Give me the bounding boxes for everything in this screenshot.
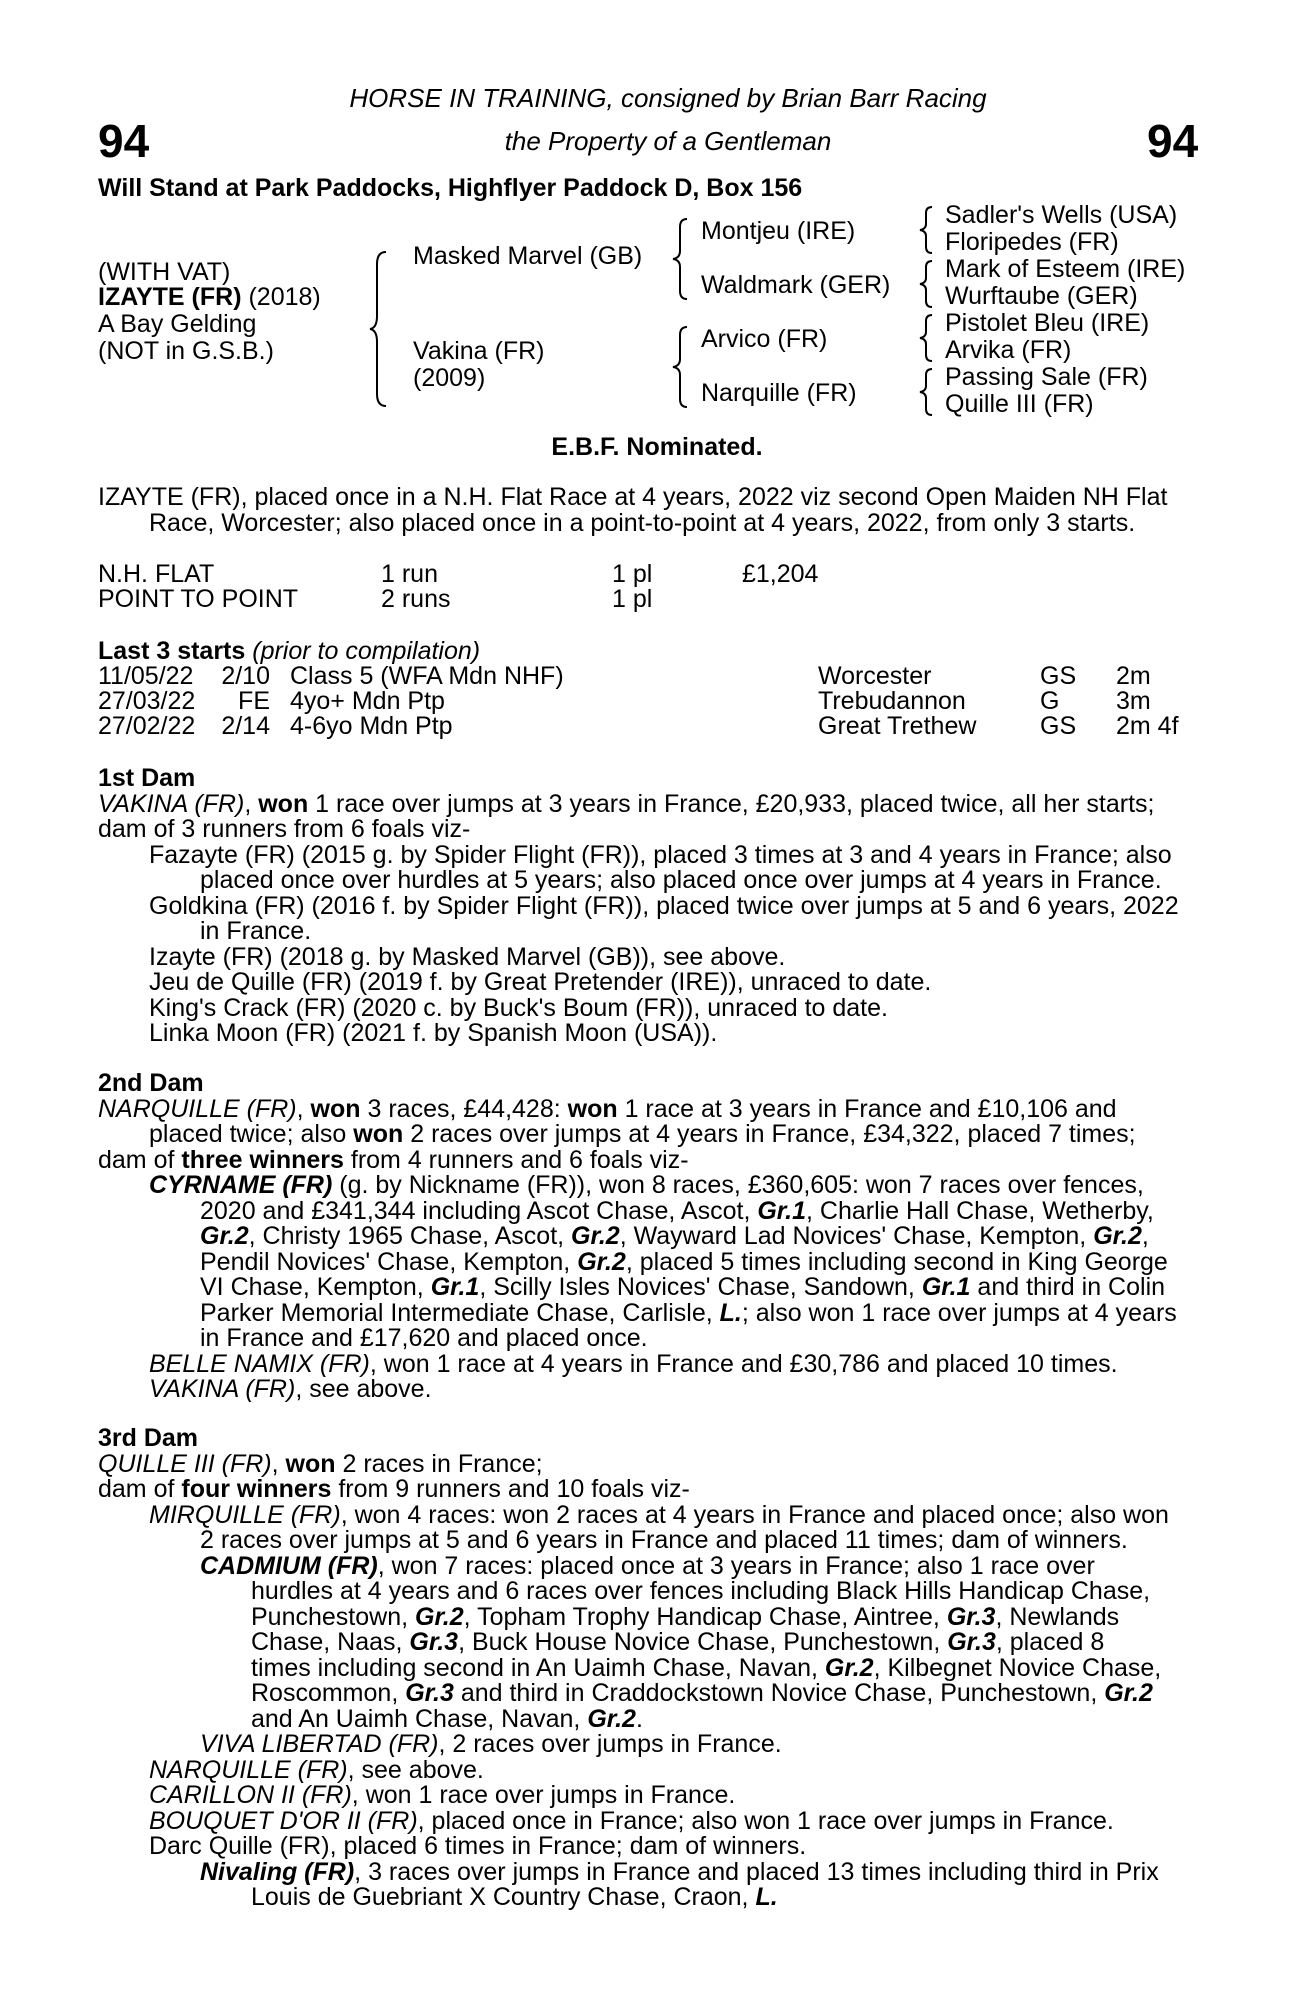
text: Parker Memorial Intermediate Chase, Carlisle, [200, 1298, 720, 1327]
dam-sire-dam: Arvika (FR) [945, 336, 1072, 364]
horse-name: CYRNAME (FR) [149, 1171, 333, 1199]
text: and third in Craddockstown Novice Chase, Punchestown, [453, 1679, 1105, 1707]
gsb-note: (NOT in G.S.B.) [98, 337, 274, 365]
first-dam-section [98, 766, 1196, 1047]
produce-entry-cont: hurdles at 4 years and 6 races over fences including Black Hills Handicap Chase, [251, 1577, 1151, 1605]
won-label: won [567, 1094, 618, 1123]
start-distance: 2m 4f [1116, 712, 1179, 740]
text: , placed 8 [995, 1628, 1105, 1656]
first-dam-line [98, 789, 1196, 818]
grade-label: Gr.1 [921, 1273, 971, 1301]
text: , Wayward Lad Novices' Chase, Kempton, [619, 1222, 1094, 1250]
horse-name: BELLE NAMIX (FR) [149, 1349, 370, 1378]
produce-entry-cont [98, 1602, 1196, 1631]
winners-count: four winners [181, 1475, 332, 1503]
text: from 4 runners and 6 foals viz- [343, 1145, 689, 1174]
horse-name: VAKINA (FR) [149, 1375, 296, 1403]
ebf-nomination: E.B.F. Nominated. [551, 433, 763, 461]
grade-label: Gr.2 [415, 1602, 464, 1631]
foal-entry: King's Crack (FR) (2020 c. by Buck's Boum (FR)), unraced to date. [149, 993, 888, 1022]
horse-name: NARQUILLE (FR) [149, 1755, 348, 1784]
text: dam of [98, 1145, 182, 1174]
grade-label: Gr.1 [430, 1273, 480, 1301]
text: , Scilly Isles Novices' Chase, Sandown, [479, 1273, 922, 1301]
produce-entry-cont [98, 1247, 1196, 1276]
grade-label: Gr.3 [947, 1628, 996, 1656]
text: , placed 5 times including second in King George [625, 1247, 1168, 1276]
record-type: POINT TO POINT [98, 585, 299, 613]
text: , Charlie Hall Chase, Wetherby, [806, 1196, 1154, 1225]
record-type: N.H. FLAT [98, 560, 215, 588]
text: Punchestown, [251, 1602, 415, 1631]
produce-entry-cont [98, 1885, 1196, 1911]
produce-entry [98, 1349, 1196, 1378]
third-dam-line [98, 1449, 1196, 1478]
start-race: 4-6yo Mdn Ptp [290, 712, 453, 740]
horse-name: CARILLON II (FR) [149, 1781, 352, 1809]
grade-label: Gr.2 [1104, 1679, 1153, 1707]
produce-entry [98, 1500, 1196, 1529]
brace-sd [920, 259, 936, 309]
produce-entry-cont [98, 1681, 1196, 1707]
third-dam-produce-line [98, 1477, 1196, 1503]
horse-name: BOUQUET D'OR II (FR) [149, 1806, 418, 1835]
text: 3 races, £44,428: [360, 1094, 568, 1123]
winners-count: three winners [181, 1145, 344, 1174]
sire-dam-sire: Mark of Esteem (IRE) [945, 255, 1186, 283]
produce-entry-cont [98, 1298, 1196, 1327]
text: 2 races in France; [335, 1449, 543, 1478]
foal-entry: Goldkina (FR) (2016 f. by Spider Flight (FR)), placed twice over jumps at 5 and 6 years, 2022 [149, 891, 1179, 920]
text: placed twice; also [149, 1120, 354, 1148]
produce-entry [98, 1732, 1196, 1758]
foal-entry: Jeu de Quille (FR) (2019 f. by Great Pretender (IRE)), unraced to date. [149, 968, 932, 996]
text: , Kilbegnet Novice Chase, [873, 1653, 1162, 1682]
sire-dam: Waldmark (GER) [701, 271, 891, 299]
text: , 2 races over jumps in France. [438, 1730, 782, 1758]
brace-ss [920, 205, 936, 255]
sire-sire-sire: Sadler's Wells (USA) [945, 201, 1178, 229]
text: , won 7 races: placed once at 3 years in France; also 1 race over [377, 1551, 1095, 1580]
text: , 3 races over jumps in France and placed 13 times including third in Prix [354, 1857, 1159, 1886]
dam-name: NARQUILLE (FR) [98, 1094, 297, 1123]
produce-entry-cont: Gr.2, Christy 1965 Chase, Ascot, Gr.2, Wayward Lad Novices' Chase, Kempton, Gr.2, [200, 1222, 1149, 1250]
second-dam-section [98, 1071, 1196, 1403]
text: Roscommon, [251, 1679, 406, 1707]
grade-label: Gr.3 [405, 1679, 454, 1707]
start-course: Great Trethew [818, 712, 977, 740]
text: , Topham Trophy Handicap Chase, Aintree, [463, 1602, 947, 1631]
text: Chase, Naas, [251, 1628, 410, 1656]
text: , [244, 789, 259, 818]
foal-entry: Linka Moon (FR) (2021 f. by Spanish Moon (USA)). [149, 1019, 718, 1047]
text: , [271, 1449, 286, 1478]
third-dam-section [98, 1426, 1196, 1911]
dam-dam-dam: Quille III (FR) [945, 390, 1094, 418]
text: (g. by Nickname (FR)), won 8 races, £360,605: won 7 races over fences, [332, 1171, 1144, 1199]
start-course: Worcester [818, 662, 932, 690]
text: . [635, 1704, 643, 1733]
text: 2020 and £341,344 including Ascot Chase, Ascot, [200, 1196, 758, 1225]
sire-sire: Montjeu (IRE) [701, 217, 856, 245]
text: ; also won 1 race over jumps at 4 years [741, 1298, 1177, 1327]
dam-sire-sire: Pistolet Bleu (IRE) [945, 309, 1150, 337]
produce-entry [98, 1173, 1196, 1199]
produce-entry-cont [98, 1275, 1196, 1301]
foal-entry-cont: in France. [200, 917, 312, 945]
listed-label: L. [755, 1883, 778, 1911]
third-dam-heading: 3rd Dam [98, 1424, 199, 1452]
text: , placed once in France; also won 1 race over jumps in France. [417, 1806, 1114, 1835]
text: and third in Colin [970, 1273, 1166, 1301]
start-position: 2/10 [221, 662, 270, 690]
grade-label: Gr.2 [200, 1222, 249, 1250]
record-prize: £1,204 [742, 560, 819, 588]
record-placed: 1 pl [612, 585, 653, 613]
text: , won 1 race at 4 years in France and £30,786 and placed 10 times. [369, 1349, 1118, 1378]
dam-name: QUILLE III (FR) [98, 1449, 272, 1478]
grade-label: Gr.2 [571, 1222, 620, 1250]
start-going: GS [1040, 712, 1077, 740]
text: , see above. [295, 1375, 432, 1403]
horse-name: IZAYTE (FR) [98, 283, 242, 311]
start-course: Trebudannon [818, 687, 966, 715]
text: times including second in An Uaimh Chase, Navan, [251, 1653, 825, 1682]
start-distance: 2m [1116, 662, 1151, 690]
text: , see above. [347, 1755, 484, 1784]
text: , won 1 race over jumps in France. [351, 1781, 736, 1809]
vat-note: (WITH VAT) [98, 258, 231, 286]
second-dam-heading: 2nd Dam [98, 1069, 204, 1097]
text: 2 races over jumps at 4 years in France, £34,322, placed 7 times; [403, 1120, 1136, 1148]
won-label: won [353, 1120, 404, 1148]
stand-location: Will Stand at Park Paddocks, Highflyer Paddock D, Box 156 [98, 174, 803, 202]
start-distance: 3m [1116, 687, 1151, 715]
record-runs: 1 run [381, 560, 438, 588]
first-dam-heading: 1st Dam [98, 764, 196, 792]
horse-description: A Bay Gelding [98, 310, 257, 338]
first-dam-produce-line: dam of 3 runners from 6 foals viz- [98, 815, 471, 843]
dam-sire: Arvico (FR) [701, 325, 828, 353]
produce-entry-cont [98, 1704, 1196, 1733]
race-summary [98, 485, 1196, 536]
last-starts-heading-line [98, 639, 480, 665]
lot-number-left: 94 [98, 115, 150, 167]
start-position: 2/14 [221, 712, 270, 740]
pedigree-brace-main [370, 250, 390, 410]
horse-name: VIVA LIBERTAD (FR) [200, 1730, 439, 1758]
sire-dam-dam: Wurftaube (GER) [945, 282, 1138, 310]
text: VI Chase, Kempton, [200, 1273, 431, 1301]
produce-entry [98, 1377, 1196, 1403]
text: from 9 runners and 10 foals viz- [331, 1475, 690, 1503]
horse-year: (2018) [241, 283, 321, 311]
sire-name: Masked Marvel (GB) [413, 242, 643, 270]
produce-entry-cont [98, 1653, 1196, 1682]
produce-entry-cont [98, 1630, 1196, 1656]
foal-entry: Fazayte (FR) (2015 g. by Spider Flight (FR)), placed 3 times at 3 and 4 years in France; also [149, 840, 1172, 869]
second-dam-line [98, 1122, 1196, 1148]
grade-label: Gr.2 [824, 1653, 874, 1682]
dam-dam-sire: Passing Sale (FR) [945, 363, 1148, 391]
produce-entry-cont [98, 1196, 1196, 1225]
produce-entry [98, 1551, 1196, 1580]
text: 1 race over jumps at 3 years in France, £20,933, placed twice, all her starts; [308, 789, 1155, 818]
sire-sire-dam: Floripedes (FR) [945, 228, 1119, 256]
grade-label: Gr.1 [757, 1196, 807, 1225]
consignment-line: HORSE IN TRAINING, consigned by Brian Barr Racing [349, 83, 987, 113]
text: , Newlands [995, 1602, 1120, 1631]
start-position: FE [238, 687, 270, 715]
produce-entry [98, 1857, 1196, 1886]
text: , [296, 1094, 311, 1123]
horse-name: MIRQUILLE (FR) [149, 1500, 341, 1529]
won-label: won [258, 789, 309, 818]
text: , won 4 races: won 2 races at 4 years in France and placed once; also won [340, 1500, 1169, 1529]
lot-number-right: 94 [1147, 115, 1199, 167]
text: and An Uaimh Chase, Navan, [251, 1704, 588, 1733]
horse-name: Nivaling (FR) [200, 1857, 355, 1886]
record-placed: 1 pl [612, 560, 653, 588]
produce-entry-cont: 2 races over jumps at 5 and 6 years in France and placed 11 times; dam of winners. [200, 1526, 1128, 1554]
won-label: won [285, 1449, 336, 1478]
produce-entry: Darc Quille (FR), placed 6 times in France; dam of winners. [149, 1832, 807, 1860]
dam-name: Vakina (FR) [413, 337, 545, 365]
start-race: 4yo+ Mdn Ptp [290, 687, 445, 715]
grade-label: Gr.2 [1093, 1222, 1142, 1250]
dam-year: (2009) [413, 364, 486, 392]
text: Louis de Guebriant X Country Chase, Craon, [251, 1883, 756, 1911]
property-line: the Property of a Gentleman [504, 126, 832, 156]
last-starts-note: (prior to compilation) [245, 637, 481, 665]
start-date: 27/02/22 [98, 712, 196, 740]
grade-label: Gr.3 [946, 1602, 996, 1631]
produce-entry [98, 1806, 1196, 1835]
brace-ds [920, 313, 936, 363]
text: , Buck House Novice Chase, Punchestown, [458, 1628, 948, 1656]
grade-label: Gr.3 [409, 1628, 459, 1656]
summary-line-2: Race, Worcester; also placed once in a point-to-point at 4 years, 2022, from only 3 starts. [149, 508, 1136, 537]
start-date: 27/03/22 [98, 687, 196, 715]
start-race: Class 5 (WFA Mdn NHF) [290, 662, 564, 690]
text: dam of [98, 1475, 182, 1503]
text: 1 race at 3 years in France and £10,106 and [617, 1094, 1117, 1123]
produce-entry [98, 1783, 1196, 1809]
produce-entry [98, 1755, 1196, 1784]
brace-dam [673, 325, 691, 409]
dam-name: VAKINA (FR) [98, 789, 245, 818]
record-runs: 2 runs [381, 585, 451, 613]
listed-label: L. [719, 1298, 742, 1327]
foal-entry-cont: placed once over hurdles at 5 years; also placed once over jumps at 4 years in France. [200, 866, 1162, 894]
grade-label: Gr.2 [587, 1704, 636, 1733]
foal-entry: Izayte (FR) (2018 g. by Masked Marvel (GB)), see above. [149, 942, 786, 971]
horse-name-line [98, 285, 321, 311]
start-going: G [1040, 687, 1060, 715]
grade-label: Gr.2 [577, 1247, 626, 1276]
produce-entry-cont: in France and £17,620 and placed once. [200, 1324, 648, 1352]
dam-dam: Narquille (FR) [701, 379, 857, 407]
last-starts-heading: Last 3 starts [98, 637, 246, 665]
second-dam-line [98, 1094, 1196, 1123]
brace-sire [673, 217, 691, 301]
second-dam-produce-line [98, 1145, 1196, 1174]
summary-line-1: IZAYTE (FR), placed once in a N.H. Flat Race at 4 years, 2022 viz second Open Maiden NH Flat [98, 483, 1168, 511]
start-date: 11/05/22 [98, 662, 194, 690]
text: , Christy 1965 Chase, Ascot, [248, 1222, 572, 1250]
start-going: GS [1040, 662, 1077, 690]
won-label: won [310, 1094, 361, 1123]
horse-name: CADMIUM (FR) [200, 1551, 378, 1580]
brace-dd [920, 367, 936, 417]
text: Pendil Novices' Chase, Kempton, [200, 1247, 578, 1276]
